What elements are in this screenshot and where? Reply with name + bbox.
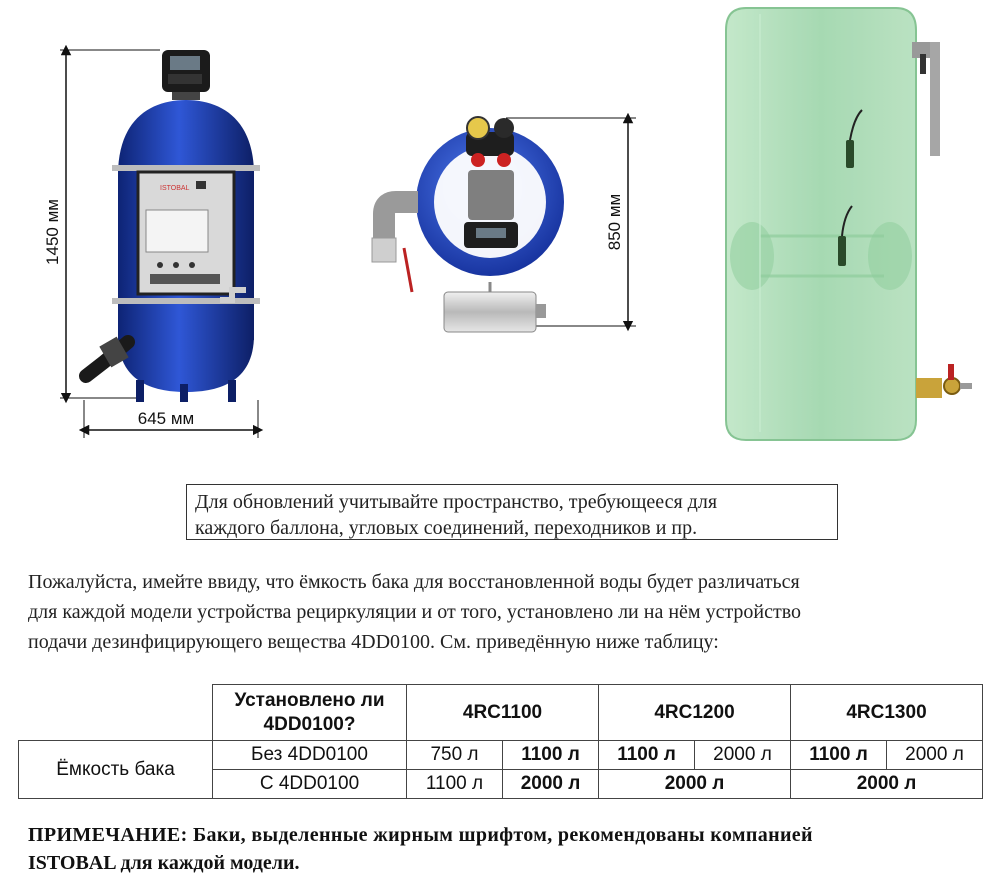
paragraph-line-3: подачи дезинфицирующего вещества 4DD0100. См. приведённую ниже таблицу: xyxy=(28,631,719,653)
cell-value: 2000 л xyxy=(887,741,983,770)
capacity-paragraph xyxy=(28,567,988,657)
tank-figure xyxy=(726,8,972,440)
top-view-figure xyxy=(372,117,636,332)
header-model-4rc1200: 4RC1200 xyxy=(599,685,791,741)
cell-value: 2000 л xyxy=(695,741,791,770)
paragraph-line-1: Пожалуйста, имейте ввиду, что ёмкость бака для восстановленной воды будет различаться xyxy=(28,571,800,593)
header-installed: Установлено ли 4DD0100? xyxy=(213,685,407,741)
height-dimension-label: 1450 мм xyxy=(43,199,62,265)
paragraph-line-2: для каждой модели устройства рециркуляции и от того, установлено ли на нём устройство xyxy=(28,601,802,623)
brand-label: ISTOBAL xyxy=(160,185,190,192)
filter-vessel-figure xyxy=(43,50,260,438)
recommendation-footnote xyxy=(28,821,988,877)
footnote-line-2: ISTOBAL для каждой модели. xyxy=(28,852,300,874)
cell-value: 2000 л xyxy=(503,770,599,799)
table-row xyxy=(19,741,983,770)
note-line-1: Для обновлений учитывайте пространство, требующееся для xyxy=(195,491,718,513)
table-corner-cell xyxy=(19,685,213,741)
header-model-4rc1300: 4RC1300 xyxy=(791,685,983,741)
header-model-4rc1100: 4RC1100 xyxy=(407,685,599,741)
cell-value: 1100 л xyxy=(599,741,695,770)
footnote-line-1: ПРИМЕЧАНИЕ: Баки, выделенные жирным шрифтом, рекомендованы компанией xyxy=(28,824,813,846)
table-header-row xyxy=(19,685,983,741)
row-with-label: С 4DD0100 xyxy=(213,770,407,799)
cell-value: 750 л xyxy=(407,741,503,770)
row-without-label: Без 4DD0100 xyxy=(213,741,407,770)
depth-dimension-label: 850 мм xyxy=(605,193,624,251)
update-space-note xyxy=(186,484,838,540)
cell-value: 1100 л xyxy=(791,741,887,770)
row-label-tank-capacity: Ёмкость бака xyxy=(19,741,213,799)
cell-value: 2000 л xyxy=(599,770,791,799)
cell-value: 1100 л xyxy=(503,741,599,770)
cell-value: 1100 л xyxy=(407,770,503,799)
tank-capacity-table xyxy=(18,684,983,799)
cell-value: 2000 л xyxy=(791,770,983,799)
width-dimension-label: 645 мм xyxy=(137,409,195,428)
note-line-2: каждого баллона, угловых соединений, переходников и пр. xyxy=(195,517,698,539)
